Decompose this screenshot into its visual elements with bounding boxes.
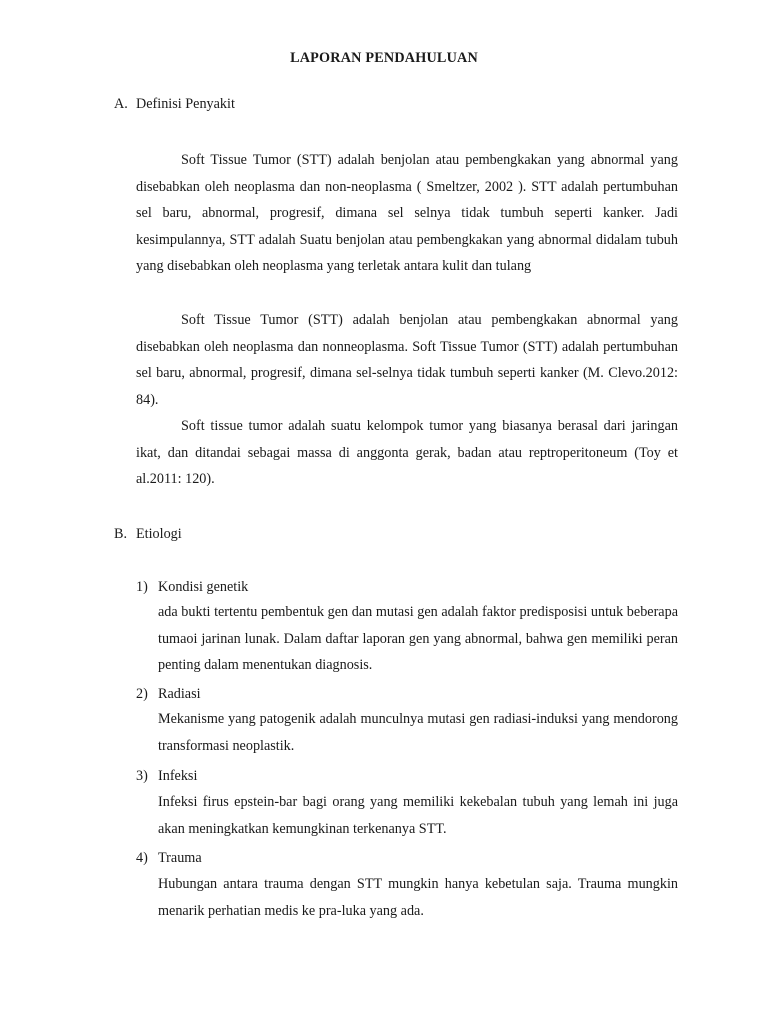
section-b-title: Etiologi: [136, 526, 182, 542]
section-a-paragraph-1: Soft Tissue Tumor (STT) adalah benjolan atau pembengkakan yang abnormal yang disebabkan oleh neoplasma dan non-neoplasma ( Smeltzer, 2002 ). STT adalah pertumbuhan sel baru, abnormal, progresif, dimana sel selnya tidak tumbuh seperti kanker. Jadi kesimpulannya, STT adalah Suatu benjolan atau pembengkakan yang abnormal didalam tubuh yang disebabkan oleh neoplasma yang terletak antara kulit dan tulang: [136, 152, 678, 275]
list-item-body: ada bukti tertentu pembentuk gen dan mutasi gen adalah faktor predisposisi untuk beberapa tumaoi jarinan lunak. Dalam daftar laporan gen yang abnormal, bahwa gen memiliki peran penting dalam menentukan diagnosis.: [158, 604, 678, 674]
page-title: LAPORAN PENDAHULUAN: [290, 50, 478, 66]
section-a-paragraph-3: Soft tissue tumor adalah suatu kelompok tumor yang biasanya berasal dari jaringan ikat, dan ditandai sebagai massa di anggonta gerak, badan atau reptroperitoneum (Toy et al.2011: 120).: [136, 418, 678, 488]
list-item-title: Radiasi: [158, 686, 201, 702]
list-item-title: Trauma: [158, 850, 202, 866]
section-b-letter: B.: [114, 526, 128, 542]
list-item-body: Mekanisme yang patogenik adalah munculnya mutasi gen radiasi-induksi yang mendorong transformasi neoplastik.: [158, 711, 678, 754]
section-b-heading: [114, 526, 182, 543]
list-item-number: 2): [136, 686, 148, 702]
list-item-number: 4): [136, 850, 148, 866]
section-a-paragraph-2: Soft Tissue Tumor (STT) adalah benjolan atau pembengkakan abnormal yang disebabkan oleh neoplasma dan nonneoplasma. Soft Tissue Tumor (STT) adalah pertumbuhan sel baru, abnormal, progresif, dimana sel-selnya tidak tumbuh seperti kanker (M. Clevo.2012: 84).: [136, 312, 678, 408]
list-item-number: 1): [136, 579, 148, 595]
list-item-title: Infeksi: [158, 768, 198, 784]
list-item-body: Infeksi firus epstein-bar bagi orang yang memiliki kekebalan tubuh yang lemah ini juga akan meningkatkan kemungkinan terkenanya STT.: [158, 794, 678, 837]
list-item-body: Hubungan antara trauma dengan STT mungkin hanya kebetulan saja. Trauma mungkin menarik perhatian medis ke pra-luka yang ada.: [158, 876, 678, 919]
section-a-letter: A.: [114, 96, 128, 112]
list-item-number: 3): [136, 768, 148, 784]
section-a-heading: [114, 96, 235, 113]
section-a-title: Definisi Penyakit: [136, 96, 235, 112]
list-item-title: Kondisi genetik: [158, 579, 249, 595]
